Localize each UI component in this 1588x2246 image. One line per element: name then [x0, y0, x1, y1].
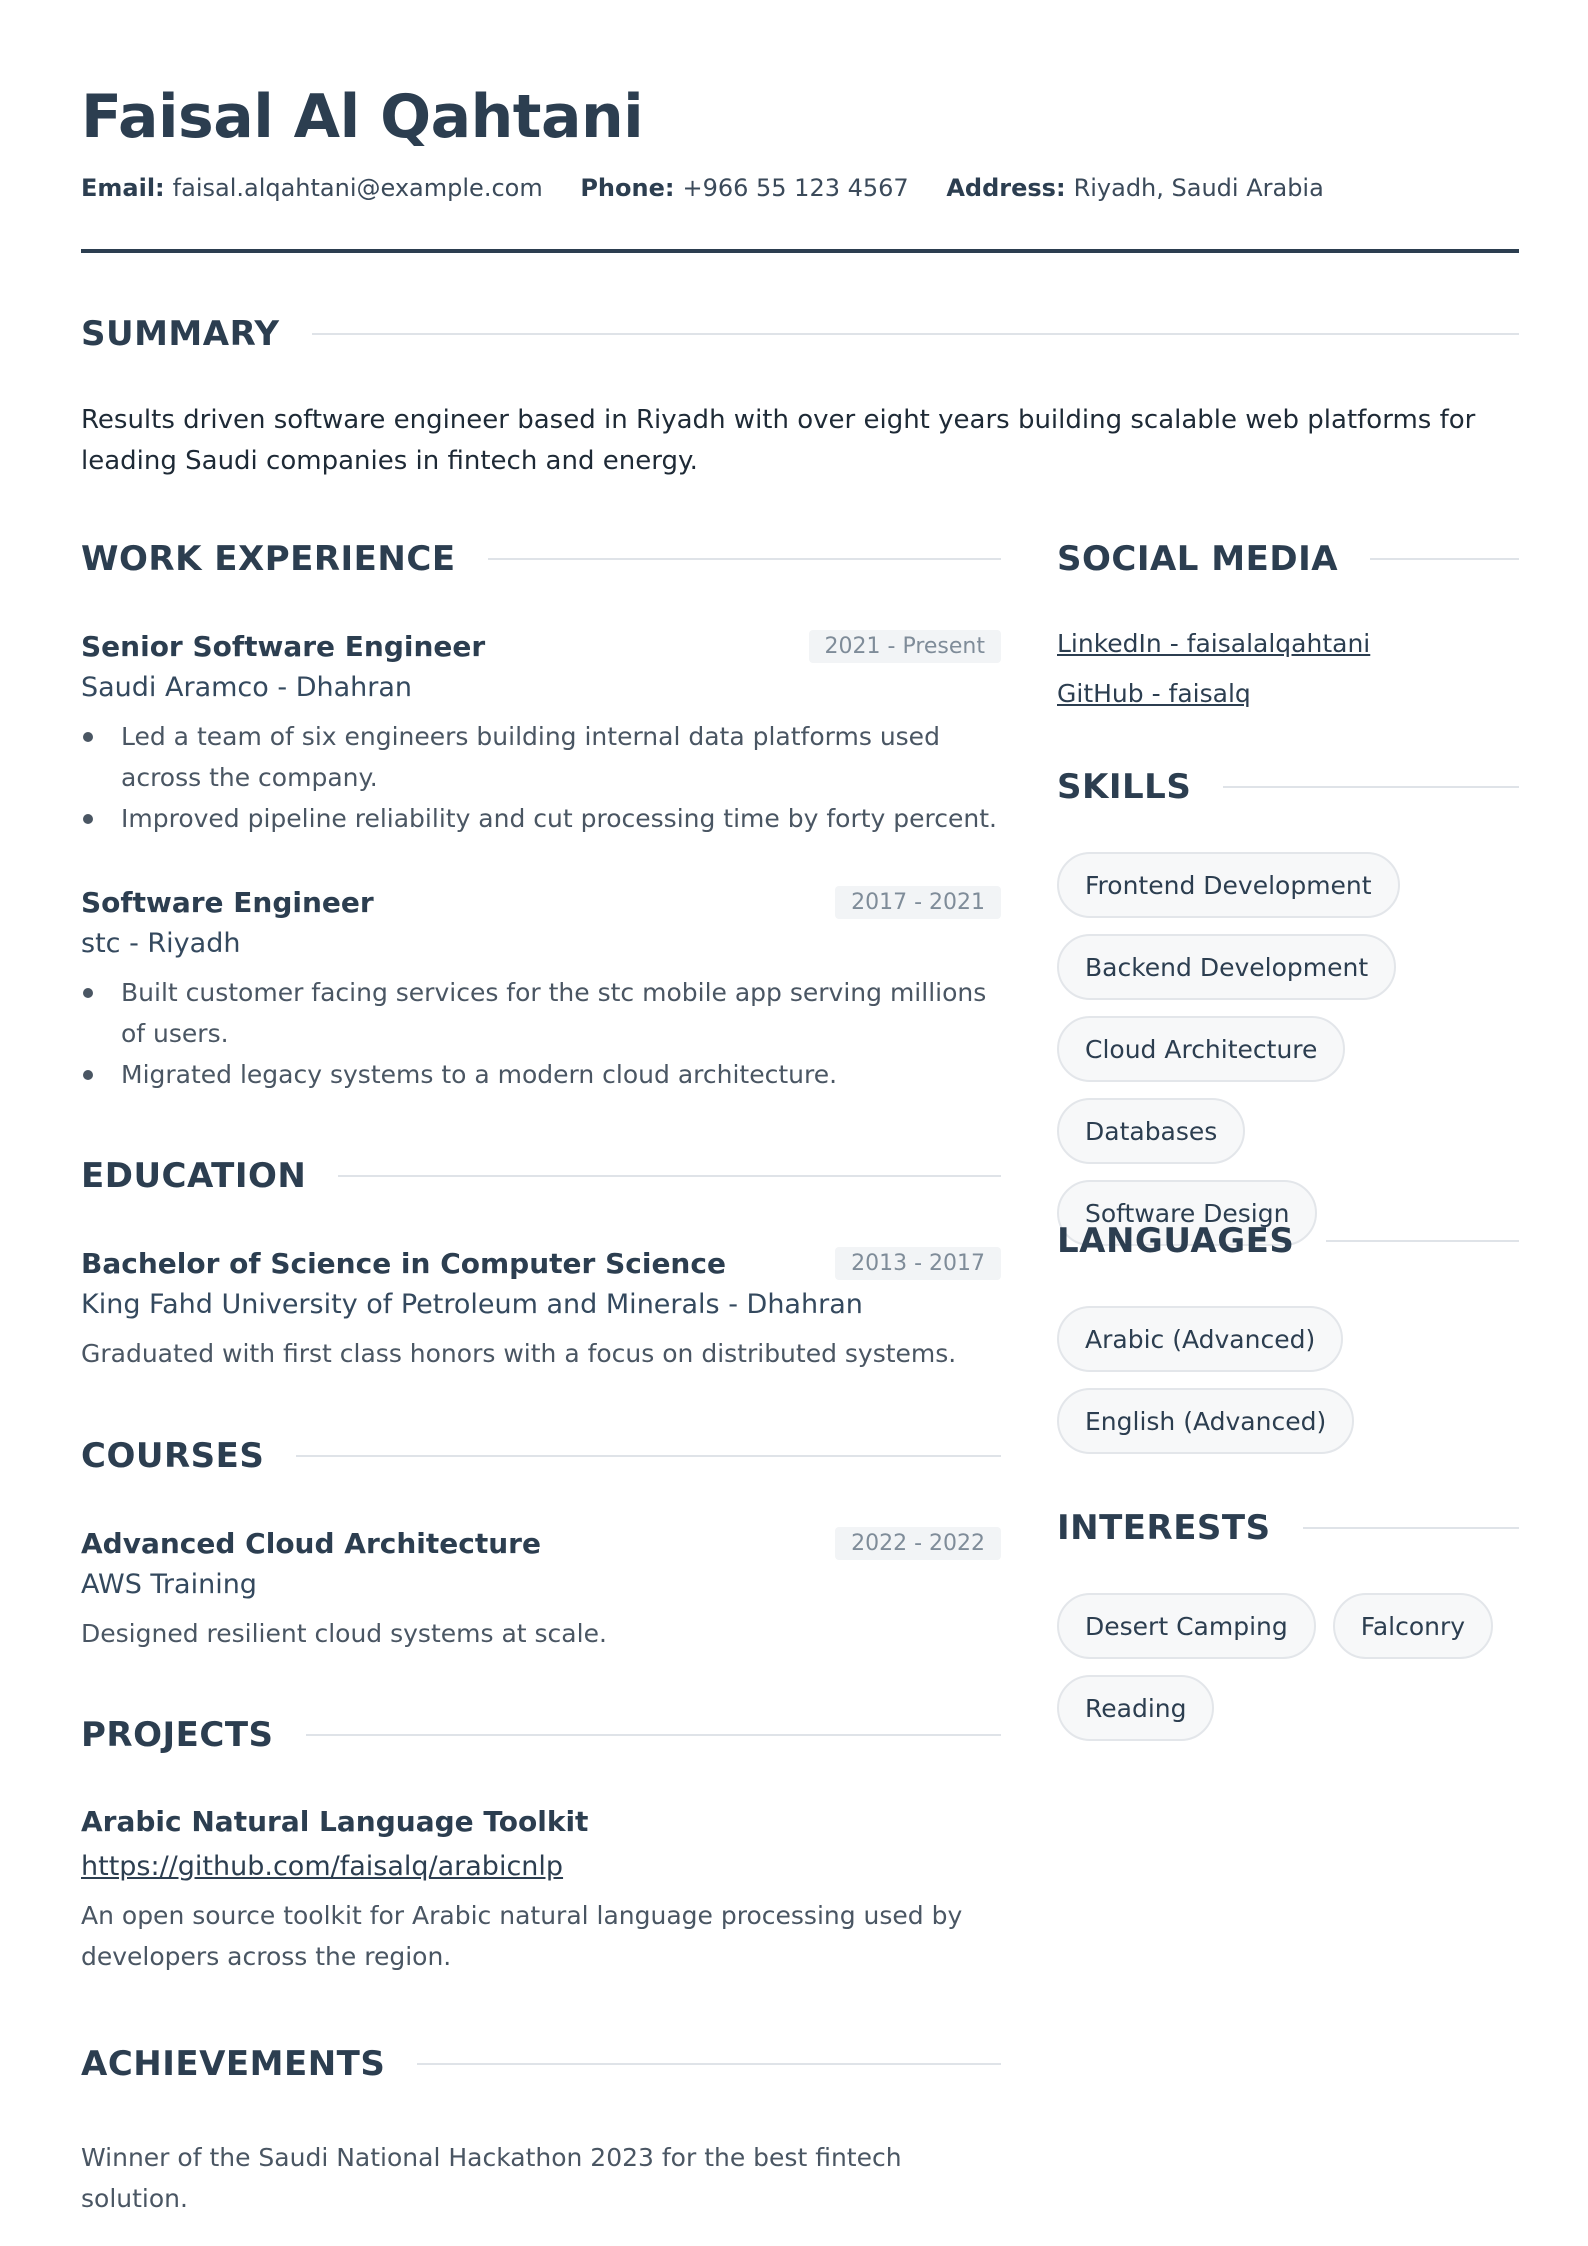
- date-badge: 2013 - 2017: [835, 1247, 1001, 1280]
- section-divider: [338, 1175, 1001, 1177]
- work-entry: [81, 882, 1001, 1095]
- interest-chip: Falconry: [1333, 1593, 1493, 1659]
- job-title: Software Engineer: [81, 885, 374, 919]
- interest-chip: Reading: [1057, 1675, 1214, 1741]
- summary-section-heading: [81, 314, 1519, 354]
- contact-email: [81, 174, 543, 202]
- project-link[interactable]: https://github.com/faisalq/arabicnlp: [81, 1851, 564, 1882]
- header-divider: [81, 249, 1519, 253]
- social-link-linkedin[interactable]: LinkedIn - faisalalqahtani: [1057, 629, 1371, 658]
- social-section-heading: [1057, 539, 1519, 579]
- courses-section-heading: [81, 1436, 1001, 1476]
- skills-section-heading: [1057, 767, 1519, 807]
- achievements-heading: ACHIEVEMENTS: [81, 2044, 386, 2084]
- courses-heading: COURSES: [81, 1436, 265, 1476]
- language-chip: English (Advanced): [1057, 1388, 1354, 1454]
- social-link-github[interactable]: GitHub - faisalq: [1057, 679, 1251, 708]
- section-divider: [306, 1734, 1001, 1736]
- project-description: An open source toolkit for Arabic natural language processing used by developers across the region.: [81, 1901, 963, 1971]
- interest-chip: Desert Camping: [1057, 1593, 1316, 1659]
- company: Saudi Aramco - Dhahran: [81, 672, 413, 703]
- skill-chip: Cloud Architecture: [1057, 1016, 1345, 1082]
- contact-address-label: Address:: [946, 174, 1066, 202]
- contact-phone: [580, 174, 908, 202]
- contact-info: [81, 174, 1354, 202]
- skill-chip: Databases: [1057, 1098, 1245, 1164]
- social-heading: SOCIAL MEDIA: [1057, 539, 1339, 579]
- course-provider: AWS Training: [81, 1569, 257, 1600]
- achievements-section-heading: [81, 2044, 1001, 2084]
- bullet-item: Led a team of six engineers building internal data platforms used across the company.: [81, 716, 1001, 798]
- achievement-entry: [81, 2129, 1001, 2219]
- education-entry: [81, 1243, 1001, 1374]
- project-entry: [81, 1801, 1001, 1977]
- work-entry: [81, 626, 1001, 839]
- skill-chip: Frontend Development: [1057, 852, 1400, 918]
- contact-email-label: Email:: [81, 174, 165, 202]
- date-badge: 2017 - 2021: [835, 886, 1001, 919]
- date-badge: 2021 - Present: [809, 630, 1001, 663]
- contact-address-value: Riyadh, Saudi Arabia: [1073, 174, 1324, 202]
- achievement-text: Winner of the Saudi National Hackathon 2023 for the best fintech solution.: [81, 2143, 902, 2213]
- degree-title: Bachelor of Science in Computer Science: [81, 1246, 726, 1280]
- contact-address: [946, 174, 1323, 202]
- languages-list: [1057, 1306, 1519, 1454]
- section-divider: [1326, 1240, 1519, 1242]
- education-section-heading: [81, 1156, 1001, 1196]
- work-heading: WORK EXPERIENCE: [81, 539, 456, 579]
- section-divider: [1370, 558, 1519, 560]
- education-heading: EDUCATION: [81, 1156, 307, 1196]
- languages-section-heading: [1057, 1221, 1519, 1261]
- language-chip: Arabic (Advanced): [1057, 1306, 1343, 1372]
- skills-list: [1057, 852, 1519, 1246]
- candidate-name: Faisal Al Qahtani: [81, 82, 644, 152]
- languages-heading: LANGUAGES: [1057, 1221, 1295, 1261]
- skill-chip: Software Design: [1057, 1180, 1317, 1246]
- bullet-list: [81, 716, 1001, 839]
- bullet-item: Improved pipeline reliability and cut processing time by forty percent.: [81, 798, 1001, 839]
- skill-chip: Backend Development: [1057, 934, 1396, 1000]
- institution: King Fahd University of Petroleum and Minerals - Dhahran: [81, 1289, 863, 1320]
- contact-email-value[interactable]: faisal.alqahtani@example.com: [172, 174, 543, 202]
- work-section-heading: [81, 539, 1001, 579]
- interests-list: [1057, 1593, 1519, 1741]
- bullet-list: [81, 972, 1001, 1095]
- bullet-item: Migrated legacy systems to a modern cloud architecture.: [81, 1054, 1001, 1095]
- company: stc - Riyadh: [81, 928, 241, 959]
- summary-heading: SUMMARY: [81, 314, 280, 354]
- section-divider: [1223, 786, 1519, 788]
- bullet-item: Built customer facing services for the stc mobile app serving millions of users.: [81, 972, 1001, 1054]
- contact-phone-value[interactable]: +966 55 123 4567: [682, 174, 909, 202]
- education-description: Graduated with first class honors with a focus on distributed systems.: [81, 1339, 957, 1368]
- projects-section-heading: [81, 1715, 1001, 1755]
- course-description: Designed resilient cloud systems at scale.: [81, 1619, 607, 1648]
- projects-heading: PROJECTS: [81, 1715, 274, 1755]
- section-divider: [488, 558, 1001, 560]
- section-divider: [296, 1455, 1001, 1457]
- contact-phone-label: Phone:: [580, 174, 675, 202]
- course-entry: [81, 1523, 1001, 1654]
- skills-heading: SKILLS: [1057, 767, 1192, 807]
- summary-text: Results driven software engineer based in Riyadh with over eight years building scalable web platforms for leading Saudi companies in fintech and energy.: [81, 405, 1476, 476]
- interests-heading: INTERESTS: [1057, 1508, 1271, 1548]
- course-title: Advanced Cloud Architecture: [81, 1526, 541, 1560]
- job-title: Senior Software Engineer: [81, 629, 486, 663]
- interests-section-heading: [1057, 1508, 1519, 1548]
- section-divider: [1303, 1527, 1519, 1529]
- date-badge: 2022 - 2022: [835, 1527, 1001, 1560]
- project-title: Arabic Natural Language Toolkit: [81, 1804, 589, 1838]
- section-divider: [417, 2063, 1001, 2065]
- section-divider: [312, 333, 1519, 335]
